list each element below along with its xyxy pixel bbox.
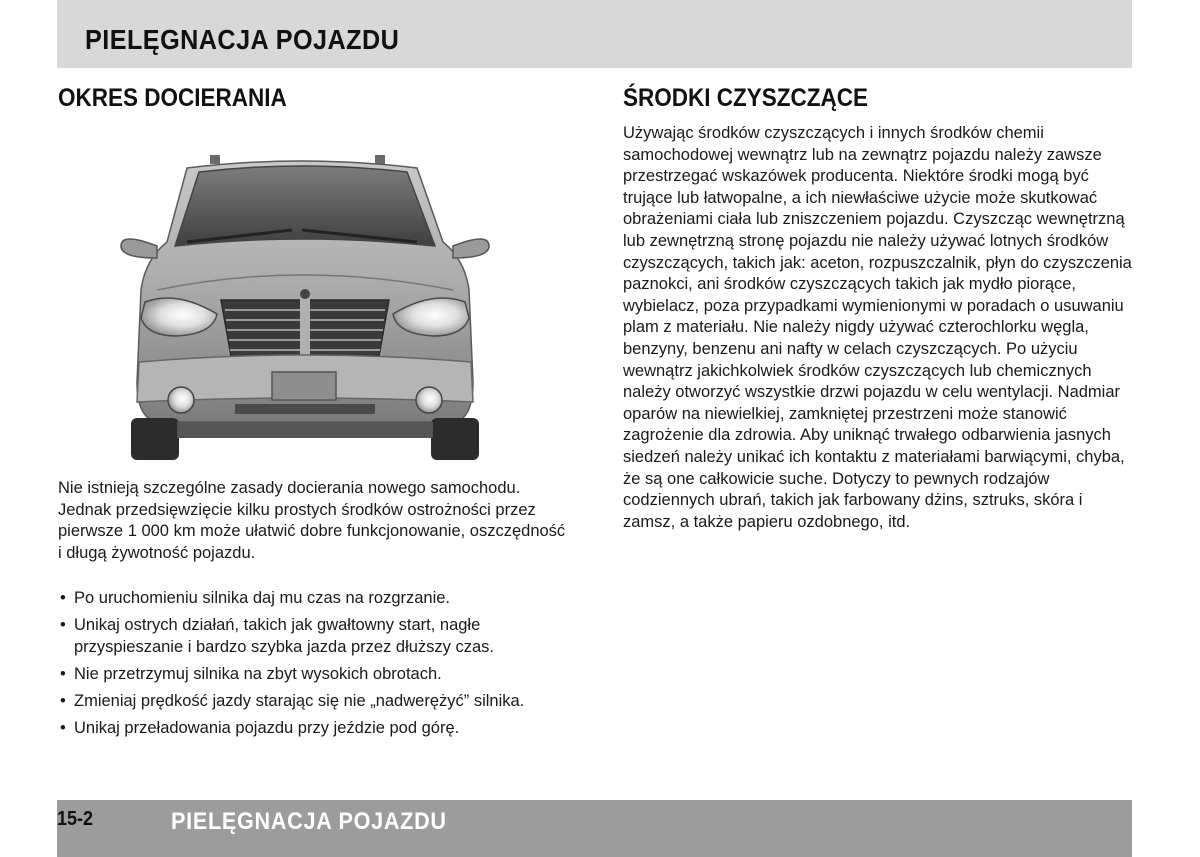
paragraph-line: plam z materiału. Nie należy nigdy używać czterochlorku węgla, xyxy=(623,318,1089,337)
paragraph-line: czyszczących, takich jak: aceton, rozpuszczalnik, płyn do czyszczenia xyxy=(623,253,1132,272)
paragraph-line: paznokci, ani środków czyszczących takich jak mydło piorące, xyxy=(623,275,1077,294)
bullet-icon: • xyxy=(60,664,66,683)
bullet-icon: • xyxy=(60,718,66,737)
paragraph-line: lub zewnętrzną stronę pojazdu nie należy używać lotnych środków xyxy=(623,231,1109,250)
header-bar xyxy=(57,0,1132,68)
paragraph-line: wewnątrz jakichkolwiek środków czyszczących lub chemicznych xyxy=(623,361,1092,380)
list-item-text: Nie przetrzymuj silnika na zbyt wysokich obrotach. xyxy=(74,664,442,683)
list-item-text: Unikaj przeładowania pojazdu przy jeździe pod górę. xyxy=(74,718,460,737)
paragraph-line: przestrzegać wskazówek producenta. Niektóre środki mogą być xyxy=(623,167,1089,186)
section-title-break-in: OKRES DOCIERANIA xyxy=(58,84,287,112)
paragraph-line: obrażeniami ciała lub zniszczeniem pojazdu. Czyszcząc wewnętrzną xyxy=(623,210,1125,229)
paragraph-line: benzyny, benzenu ani nafty w celach czyszczących. Po użyciu xyxy=(623,339,1078,358)
bullet-icon: • xyxy=(60,589,66,607)
paragraph-line: wybielacz, poza przypadkami wymienionymi w poradach o usuwaniu xyxy=(623,296,1124,315)
paragraph-line: samochodowej wewnątrz lub na zewnątrz pojazdu należy zawsze xyxy=(623,145,1102,164)
list-item xyxy=(58,615,578,658)
paragraph-line: i długą żywotność pojazdu. xyxy=(58,543,256,562)
break-in-tips-list xyxy=(58,588,578,745)
break-in-paragraph xyxy=(58,478,566,564)
paragraph-line: że są one całkowicie suche. Dotyczy to pewnych rodzajów xyxy=(623,469,1050,488)
paragraph-line: zamsz, a także papieru ozdobnego, itd. xyxy=(623,512,911,531)
list-item-text: przyspieszanie i bardzo szybka jazda przez dłuższy czas. xyxy=(74,637,495,656)
paragraph-line: oparów na niewielkiej, zamkniętej przestrzeni może stanowić xyxy=(623,404,1067,423)
list-item-text: Zmieniaj prędkość jazdy starając się nie „nadwerężyć” silnika. xyxy=(74,691,525,710)
list-item xyxy=(58,718,578,740)
paragraph-line: trujące lub łatwopalne, a ich niewłaściwe użycie może skutkować xyxy=(623,188,1098,207)
paragraph-line: należy otworzyć wszystkie drzwi pojazdu w celu wentylacji. Nadmiar xyxy=(623,383,1121,402)
footer-title: PIELĘGNACJA POJAZDU xyxy=(171,808,447,835)
page-title: PIELĘGNACJA POJAZDU xyxy=(85,24,400,55)
paragraph-line: zagrożenie dla zdrowia. Aby uniknąć trwałego odbarwienia jasnych xyxy=(623,426,1111,445)
list-item-text: Po uruchomieniu silnika daj mu czas na rozgrzanie. xyxy=(74,589,451,607)
list-item-text: Unikaj ostrych działań, takich jak gwałtowny start, nagłe xyxy=(74,616,481,635)
list-item xyxy=(58,691,578,713)
list-item xyxy=(58,664,578,686)
list-item xyxy=(58,588,578,610)
page-number: 15-2 xyxy=(57,808,94,830)
paragraph-line: Używając środków czyszczących i innych środków chemii xyxy=(623,124,1044,142)
paragraph-line: Nie istnieją szczególne zasady docierania nowego samochodu. xyxy=(58,479,521,497)
paragraph-line: codziennych ubrań, takich jak farbowany dżins, sztruks, skóra i xyxy=(623,491,1083,510)
bullet-icon: • xyxy=(60,691,66,710)
section-title-cleaning: ŚRODKI CZYSZCZĄCE xyxy=(623,84,869,112)
paragraph-line: pierwsze 1 000 km może ułatwić dobre funkcjonowanie, oszczędność xyxy=(58,522,566,541)
paragraph-line: Jednak przedsięwzięcie kilku prostych środków ostrożności przez xyxy=(58,500,536,519)
footer-bar xyxy=(57,800,1132,857)
bullet-icon: • xyxy=(60,616,66,635)
car-front-icon xyxy=(117,150,492,462)
cleaning-paragraph xyxy=(623,123,1132,533)
paragraph-line: siedzeń należy unikać ich kontaktu z materiałami barwiącymi, chyba, xyxy=(623,447,1125,466)
